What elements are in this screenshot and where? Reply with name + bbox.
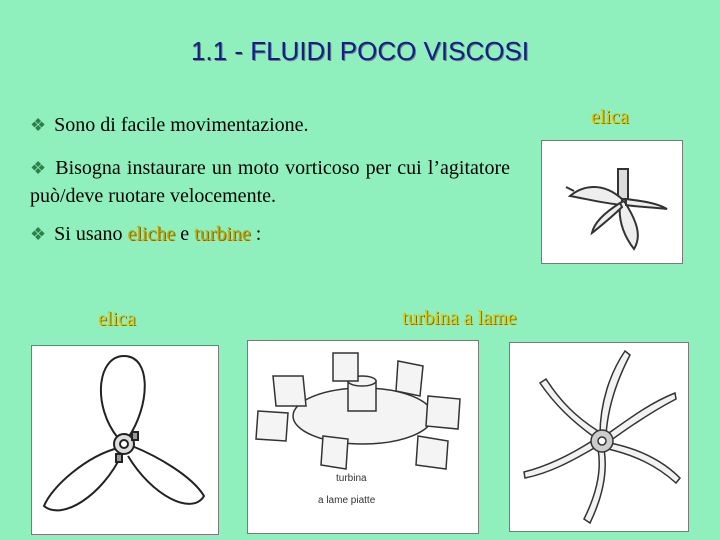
highlight-eliche: eliche [127,223,176,245]
three-blade-propeller-sketch [32,346,218,534]
bullet-item [30,223,261,246]
bullet-item [30,154,510,210]
four-leaf-diamond-icon: ❖ [30,224,47,244]
four-leaf-diamond-icon: ❖ [30,115,47,135]
turbine-photo-label-2: a lame piatte [318,495,376,506]
bullet-text-prefix: Si usano [54,223,128,245]
caption-turbina-a-lame: turbina a lame [402,307,517,329]
bullet-text-suffix: : [250,223,262,245]
propeller-image-top [541,140,683,264]
highlight-turbine: turbine [194,223,251,245]
caption-elica-bottom: elica [98,308,136,330]
bullet-text: Sono di facile movimentazione. [54,114,309,136]
bullet-text-mid: e [175,223,195,245]
four-leaf-diamond-icon: ❖ [30,158,48,178]
curved-blade-impeller-image [509,342,689,532]
propeller-sketch [542,141,682,263]
slide-title: 1.1 - FLUIDI POCO VISCOSI [190,36,530,66]
turbine-photo-label-1: turbina [336,473,367,484]
curved-blade-impeller-sketch [510,343,688,531]
flat-blade-turbine-image [247,340,479,534]
bullet-item [30,114,309,137]
propeller-image-three-blade [31,345,219,535]
caption-elica-top: elica [591,106,629,128]
flat-blade-turbine-sketch [248,341,478,533]
bullet-text: Bisogna instaurare un moto vorticoso per cui l’agitatore può/deve ruotare velocemente. [30,157,510,207]
